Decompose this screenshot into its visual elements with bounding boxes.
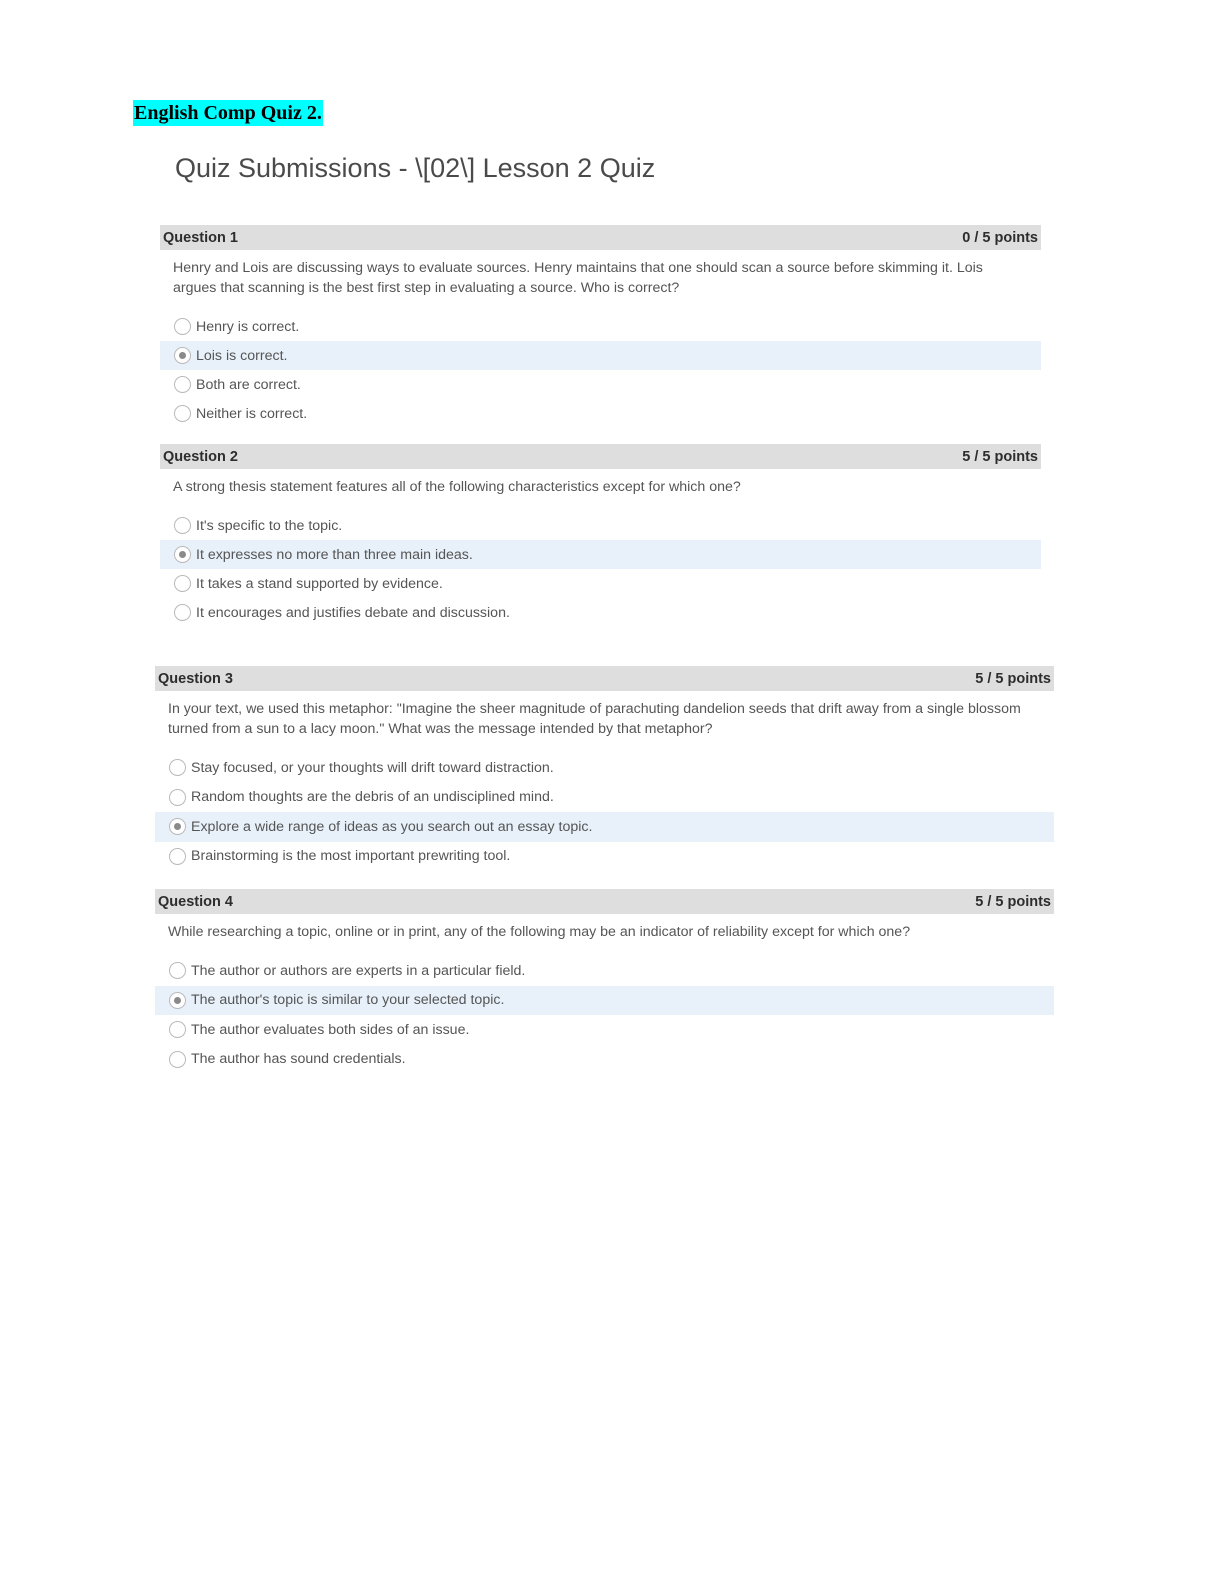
radio-button[interactable]: [174, 376, 191, 393]
answer-list: [155, 956, 1054, 1074]
answer-label: The author's topic is similar to your selected topic.: [191, 992, 505, 1009]
radio-button[interactable]: [169, 1021, 186, 1038]
answer-option[interactable]: [155, 1045, 1054, 1075]
quiz-title: Quiz Submissions - \[02\] Lesson 2 Quiz: [175, 153, 656, 183]
answer-option-selected[interactable]: [155, 986, 1054, 1016]
radio-button[interactable]: [169, 759, 186, 776]
answer-option[interactable]: [160, 399, 1041, 428]
question-3: [155, 666, 1054, 871]
question-header: [160, 225, 1041, 250]
answer-label: Random thoughts are the debris of an undisciplined mind.: [191, 789, 554, 806]
question-header: [160, 444, 1041, 469]
answer-list: [160, 312, 1041, 428]
radio-button[interactable]: [169, 962, 186, 979]
answer-list: [155, 753, 1054, 871]
radio-button[interactable]: [169, 1051, 186, 1068]
answer-label: It's specific to the topic.: [196, 517, 343, 534]
answer-label: The author evaluates both sides of an issue.: [191, 1021, 470, 1038]
radio-button-checked[interactable]: [174, 347, 191, 364]
answer-label: Explore a wide range of ideas as you search out an essay topic.: [191, 818, 593, 835]
answer-option-selected[interactable]: [160, 540, 1041, 569]
answer-list: [160, 511, 1041, 627]
answer-option[interactable]: [160, 511, 1041, 540]
question-score: 5 / 5 points: [975, 893, 1051, 910]
answer-label: Stay focused, or your thoughts will drift toward distraction.: [191, 759, 554, 776]
question-label: Question 4: [158, 893, 233, 910]
radio-button-checked[interactable]: [174, 546, 191, 563]
answer-option-selected[interactable]: [160, 341, 1041, 370]
radio-button[interactable]: [174, 604, 191, 621]
answer-option[interactable]: [160, 598, 1041, 627]
answer-label: It expresses no more than three main ideas.: [196, 546, 473, 563]
question-score: 5 / 5 points: [962, 448, 1038, 465]
document-heading: English Comp Quiz 2.: [134, 102, 322, 124]
answer-label: Both are correct.: [196, 376, 301, 393]
answer-option[interactable]: [155, 842, 1054, 872]
answer-option[interactable]: [155, 956, 1054, 986]
radio-button[interactable]: [174, 575, 191, 592]
answer-option[interactable]: [160, 312, 1041, 341]
radio-button[interactable]: [174, 517, 191, 534]
question-text: Henry and Lois are discussing ways to evaluate sources. Henry maintains that one should scan a source before skimming it. Lois argues that scanning is the best first step in evaluating a source. Who is correct?: [173, 260, 983, 296]
answer-label: It encourages and justifies debate and discussion.: [196, 604, 510, 621]
answer-label: Lois is correct.: [196, 347, 288, 364]
answer-label: It takes a stand supported by evidence.: [196, 575, 443, 592]
radio-button-checked[interactable]: [169, 818, 186, 835]
question-score: 0 / 5 points: [962, 229, 1038, 246]
question-score: 5 / 5 points: [975, 670, 1051, 687]
answer-option[interactable]: [155, 753, 1054, 783]
answer-label: The author or authors are experts in a particular field.: [191, 962, 526, 979]
question-label: Question 3: [158, 670, 233, 687]
answer-label: The author has sound credentials.: [191, 1051, 406, 1068]
question-header: [155, 666, 1054, 691]
radio-button[interactable]: [174, 405, 191, 422]
answer-option[interactable]: [155, 1015, 1054, 1045]
answer-label: Neither is correct.: [196, 405, 308, 422]
question-text: A strong thesis statement features all of the following characteristics except for which one?: [173, 479, 741, 495]
answer-label: Henry is correct.: [196, 318, 300, 335]
radio-button-checked[interactable]: [169, 992, 186, 1009]
answer-option[interactable]: [160, 569, 1041, 598]
question-header: [155, 889, 1054, 914]
radio-button[interactable]: [174, 318, 191, 335]
question-label: Question 2: [163, 448, 238, 465]
answer-option[interactable]: [155, 783, 1054, 813]
question-4: [155, 889, 1054, 1074]
question-text: While researching a topic, online or in print, any of the following may be an indicator of reliability except for which one?: [168, 924, 911, 940]
question-2: [160, 444, 1041, 627]
question-1: [160, 225, 1041, 428]
question-text: In your text, we used this metaphor: "Imagine the sheer magnitude of parachuting dandelion seeds that drift away from a single blossom turned from a sun to a lacy moon." What was the message intended by that metaphor?: [168, 701, 1021, 737]
answer-option[interactable]: [160, 370, 1041, 399]
radio-button[interactable]: [169, 848, 186, 865]
answer-option-selected[interactable]: [155, 812, 1054, 842]
radio-button[interactable]: [169, 789, 186, 806]
question-label: Question 1: [163, 229, 238, 246]
answer-label: Brainstorming is the most important prewriting tool.: [191, 848, 511, 865]
